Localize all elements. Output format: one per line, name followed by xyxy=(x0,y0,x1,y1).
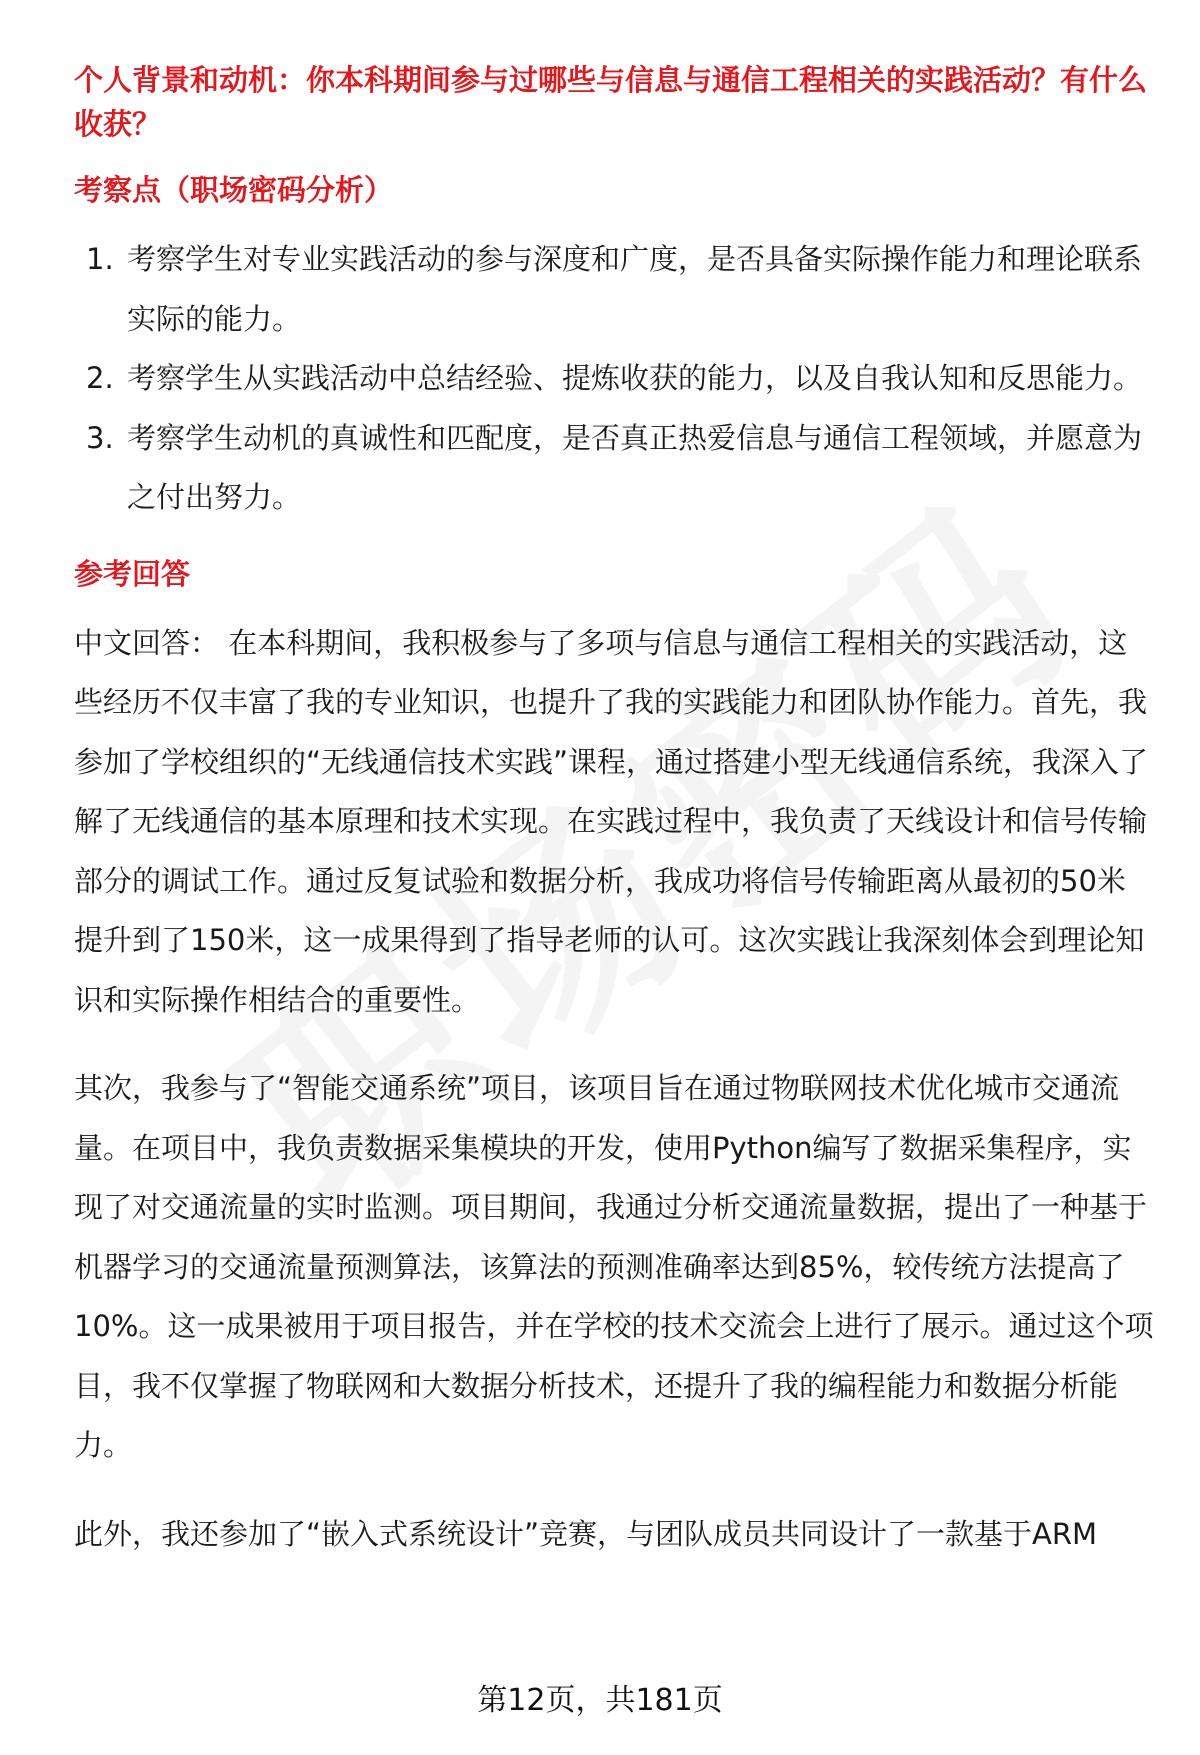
exam-point-item xyxy=(74,349,1154,409)
reference-answer-title: 参考回答 xyxy=(74,556,191,591)
exam-point-item xyxy=(74,409,1154,528)
page-number-footer: 第12页，共181页 xyxy=(477,1683,723,1718)
answer-paragraph: 其次，我参与了“智能交通系统”项目，该项目旨在通过物联网技术优化城市交通流量。在项目中，我负责数据采集模块的开发，使用Python编写了数据采集程序，实现了对交通流量的实时监测。项目期间，我通过分析交通流量数据，提出了一种基于机器学习的交通流量预测算法，该算法的预测准确率达到85%，较传统方法提高了10%。这一成果被用于项目报告，并在学校的技术交流会上进行了展示。通过这个项目，我不仅掌握了物联网和大数据分析技术，还提升了我的编程能力和数据分析能力。 xyxy=(74,1071,1154,1462)
exam-point-text: 考察学生动机的真诚性和匹配度，是否真正热爱信息与通信工程领域，并愿意为之付出努力。 xyxy=(127,420,1143,514)
exam-point-number: 3. xyxy=(86,420,114,455)
exam-point-text: 考察学生对专业实践活动的参与深度和广度，是否具备实际操作能力和理论联系实际的能力。 xyxy=(127,242,1143,336)
exam-point-number: 1. xyxy=(86,242,114,276)
exam-point-item xyxy=(74,230,1154,349)
answer-paragraph: 此外，我还参加了“嵌入式系统设计”竞赛，与团队成员共同设计了一款基于ARM xyxy=(74,1516,1098,1551)
exam-points-list xyxy=(74,230,1154,528)
page-content xyxy=(74,58,1154,1593)
answer-paragraph: 中文回答： 在本科期间，我积极参与了多项与信息与通信工程相关的实践活动，这些经历不仅丰富了我的专业知识，也提升了我的实践能力和团队协作能力。首先，我参加了学校组织的“无线通信技术实践”课程，通过搭建小型无线通信系统，我深入了解了无线通信的基本原理和技术实现。在实践过程中，我负责了天线设计和信号传输部分的调试工作。通过反复试验和数据分析，我成功将信号传输距离从最初的50米提升到了150米，这一成果得到了指导老师的认可。这次实践让我深刻体会到理论知识和实际操作相结合的重要性。 xyxy=(74,625,1149,1017)
exam-points-title: 考察点（职场密码分析） xyxy=(74,173,394,207)
exam-point-text: 考察学生从实践活动中总结经验、提炼收获的能力，以及自我认知和反思能力。 xyxy=(127,361,1143,395)
exam-point-number: 2. xyxy=(86,361,114,395)
question-heading: 个人背景和动机：你本科期间参与过哪些与信息与通信工程相关的实践活动？有什么收获？ xyxy=(74,63,1148,141)
